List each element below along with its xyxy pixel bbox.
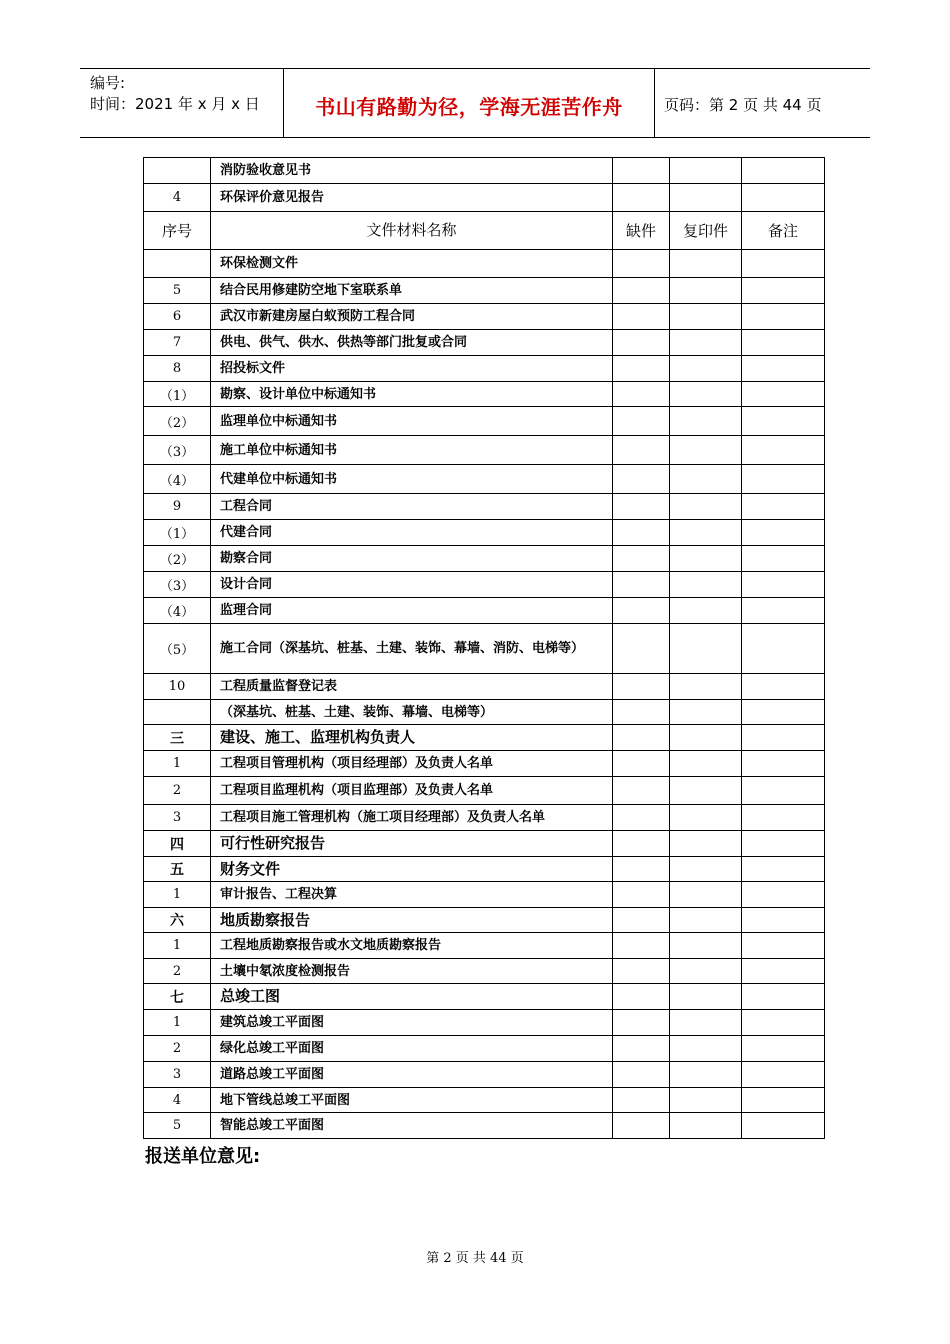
- row-number: 6: [144, 304, 211, 330]
- copy-cell: [670, 777, 742, 805]
- copy-cell: [670, 831, 742, 857]
- row-number: （4）: [144, 465, 211, 494]
- remark-cell: [742, 1088, 825, 1113]
- table-row: [144, 700, 825, 725]
- table-row: [144, 1113, 825, 1139]
- missing-cell: [613, 984, 670, 1010]
- copy-cell: [670, 520, 742, 546]
- remark-cell: [742, 624, 825, 674]
- row-number: 5: [144, 1113, 211, 1139]
- page-number-footer: 第 2 页 共 44 页: [426, 1251, 524, 1266]
- copy-cell: [670, 1062, 742, 1088]
- col-header-copy: 复印件: [670, 212, 742, 250]
- section-row: [144, 857, 825, 882]
- table-row: [144, 304, 825, 330]
- row-number: （1）: [144, 382, 211, 407]
- section-row: [144, 984, 825, 1010]
- table-row: [144, 882, 825, 908]
- table-row: [144, 184, 825, 212]
- copy-cell: [670, 857, 742, 882]
- row-name: 消防验收意见书: [211, 158, 613, 184]
- remark-cell: [742, 857, 825, 882]
- row-name: 武汉市新建房屋白蚁预防工程合同: [211, 304, 613, 330]
- row-name: 地下管线总竣工平面图: [211, 1088, 613, 1113]
- col-header-remark: 备注: [742, 212, 825, 250]
- table-row: [144, 674, 825, 700]
- col-header-number: 序号: [144, 212, 211, 250]
- table-row: [144, 546, 825, 572]
- table-row: [144, 572, 825, 598]
- table-row: [144, 933, 825, 959]
- file-list-table: [143, 157, 825, 1139]
- remark-cell: [742, 725, 825, 751]
- copy-cell: [670, 959, 742, 984]
- table-row: [144, 520, 825, 546]
- remark-cell: [742, 465, 825, 494]
- row-name: 设计合同: [211, 572, 613, 598]
- remark-cell: [742, 959, 825, 984]
- row-name: 招投标文件: [211, 356, 613, 382]
- remark-cell: [742, 1113, 825, 1139]
- remark-cell: [742, 805, 825, 831]
- section-title: 财务文件: [211, 857, 613, 882]
- copy-cell: [670, 158, 742, 184]
- remark-cell: [742, 572, 825, 598]
- table-row: [144, 1010, 825, 1036]
- row-number: （3）: [144, 436, 211, 465]
- remark-cell: [742, 777, 825, 805]
- row-name: 勘察合同: [211, 546, 613, 572]
- missing-cell: [613, 1062, 670, 1088]
- missing-cell: [613, 546, 670, 572]
- table-row: [144, 465, 825, 494]
- copy-cell: [670, 436, 742, 465]
- row-name: 代建合同: [211, 520, 613, 546]
- remark-cell: [742, 407, 825, 436]
- row-number: （4）: [144, 598, 211, 624]
- row-name: 审计报告、工程决算: [211, 882, 613, 908]
- col-header-missing: 缺件: [613, 212, 670, 250]
- col-header-name: 文件材料名称: [211, 212, 613, 250]
- row-name: 土壤中氡浓度检测报告: [211, 959, 613, 984]
- row-number: 7: [144, 330, 211, 356]
- missing-cell: [613, 882, 670, 908]
- row-name: 道路总竣工平面图: [211, 1062, 613, 1088]
- missing-cell: [613, 1036, 670, 1062]
- table-row: [144, 1036, 825, 1062]
- row-number: （2）: [144, 546, 211, 572]
- row-number: 5: [144, 278, 211, 304]
- section-row: [144, 831, 825, 857]
- copy-cell: [670, 250, 742, 278]
- row-name: 环保评价意见报告: [211, 184, 613, 212]
- row-number: （2）: [144, 407, 211, 436]
- remark-cell: [742, 158, 825, 184]
- table-row: [144, 250, 825, 278]
- missing-cell: [613, 572, 670, 598]
- copy-cell: [670, 494, 742, 520]
- section-number: 六: [144, 908, 211, 933]
- table-row: [144, 805, 825, 831]
- remark-cell: [742, 882, 825, 908]
- row-number: [144, 158, 211, 184]
- table-row: [144, 777, 825, 805]
- remark-cell: [742, 700, 825, 725]
- row-number: 8: [144, 356, 211, 382]
- copy-cell: [670, 546, 742, 572]
- row-number: （1）: [144, 520, 211, 546]
- remark-cell: [742, 546, 825, 572]
- table-row: [144, 1062, 825, 1088]
- table-row: [144, 751, 825, 777]
- copy-cell: [670, 700, 742, 725]
- missing-cell: [613, 777, 670, 805]
- column-header-row: [144, 212, 825, 250]
- remark-cell: [742, 436, 825, 465]
- remark-cell: [742, 250, 825, 278]
- row-name: 工程项目管理机构（项目经理部）及负责人名单: [211, 751, 613, 777]
- section-number: 三: [144, 725, 211, 751]
- missing-cell: [613, 330, 670, 356]
- row-name: 施工单位中标通知书: [211, 436, 613, 465]
- missing-cell: [613, 674, 670, 700]
- row-number: 1: [144, 882, 211, 908]
- row-number: 2: [144, 959, 211, 984]
- row-name: （深基坑、桩基、土建、装饰、幕墙、电梯等）: [211, 700, 613, 725]
- remark-cell: [742, 1036, 825, 1062]
- section-row: [144, 725, 825, 751]
- copy-cell: [670, 984, 742, 1010]
- missing-cell: [613, 1010, 670, 1036]
- missing-cell: [613, 700, 670, 725]
- row-number: 2: [144, 777, 211, 805]
- row-number: 10: [144, 674, 211, 700]
- missing-cell: [613, 494, 670, 520]
- missing-cell: [613, 382, 670, 407]
- number-label: 编号:: [90, 74, 126, 92]
- missing-cell: [613, 805, 670, 831]
- row-name: 工程质量监督登记表: [211, 674, 613, 700]
- copy-cell: [670, 304, 742, 330]
- remark-cell: [742, 1010, 825, 1036]
- row-name: 工程项目施工管理机构（施工项目经理部）及负责人名单: [211, 805, 613, 831]
- row-name: 工程项目监理机构（项目监理部）及负责人名单: [211, 777, 613, 805]
- copy-cell: [670, 465, 742, 494]
- missing-cell: [613, 465, 670, 494]
- copy-cell: [670, 330, 742, 356]
- copy-cell: [670, 751, 742, 777]
- remark-cell: [742, 598, 825, 624]
- missing-cell: [613, 959, 670, 984]
- table-row: [144, 959, 825, 984]
- header-motto: 书山有路勤为径，学海无涯苦作舟: [315, 95, 623, 119]
- table-row: [144, 1088, 825, 1113]
- remark-cell: [742, 494, 825, 520]
- table-row: [144, 158, 825, 184]
- row-name: 建筑总竣工平面图: [211, 1010, 613, 1036]
- remark-cell: [742, 908, 825, 933]
- missing-cell: [613, 1088, 670, 1113]
- section-title: 可行性研究报告: [211, 831, 613, 857]
- table-row: [144, 356, 825, 382]
- row-name: 工程合同: [211, 494, 613, 520]
- section-number: 四: [144, 831, 211, 857]
- missing-cell: [613, 751, 670, 777]
- row-number: 4: [144, 1088, 211, 1113]
- missing-cell: [613, 857, 670, 882]
- copy-cell: [670, 882, 742, 908]
- missing-cell: [613, 598, 670, 624]
- copy-cell: [670, 674, 742, 700]
- row-name: 结合民用修建防空地下室联系单: [211, 278, 613, 304]
- table-row: [144, 436, 825, 465]
- copy-cell: [670, 933, 742, 959]
- time-label: 时间：2021 年 x 月 x 日: [90, 95, 260, 113]
- section-title: 地质勘察报告: [211, 908, 613, 933]
- row-number: 1: [144, 933, 211, 959]
- missing-cell: [613, 725, 670, 751]
- row-name: 代建单位中标通知书: [211, 465, 613, 494]
- row-name: 监理单位中标通知书: [211, 407, 613, 436]
- copy-cell: [670, 407, 742, 436]
- missing-cell: [613, 908, 670, 933]
- row-name: 施工合同（深基坑、桩基、土建、装饰、幕墙、消防、电梯等）: [211, 624, 613, 674]
- missing-cell: [613, 184, 670, 212]
- copy-cell: [670, 1088, 742, 1113]
- missing-cell: [613, 158, 670, 184]
- copy-cell: [670, 598, 742, 624]
- copy-cell: [670, 1113, 742, 1139]
- remark-cell: [742, 330, 825, 356]
- row-name: 监理合同: [211, 598, 613, 624]
- remark-cell: [742, 278, 825, 304]
- copy-cell: [670, 184, 742, 212]
- copy-cell: [670, 624, 742, 674]
- missing-cell: [613, 278, 670, 304]
- remark-cell: [742, 520, 825, 546]
- table-row: [144, 382, 825, 407]
- row-name: 环保检测文件: [211, 250, 613, 278]
- submit-opinion-label: 报送单位意见:: [145, 1146, 261, 1167]
- remark-cell: [742, 933, 825, 959]
- header-page-label: 页码：第 2 页 共 44 页: [664, 96, 822, 114]
- copy-cell: [670, 1036, 742, 1062]
- row-number: 9: [144, 494, 211, 520]
- remark-cell: [742, 304, 825, 330]
- row-number: 2: [144, 1036, 211, 1062]
- table-row: [144, 278, 825, 304]
- missing-cell: [613, 520, 670, 546]
- row-name: 绿化总竣工平面图: [211, 1036, 613, 1062]
- row-number: [144, 700, 211, 725]
- missing-cell: [613, 933, 670, 959]
- remark-cell: [742, 751, 825, 777]
- remark-cell: [742, 356, 825, 382]
- missing-cell: [613, 407, 670, 436]
- row-name: 勘察、设计单位中标通知书: [211, 382, 613, 407]
- row-name: 工程地质勘察报告或水文地质勘察报告: [211, 933, 613, 959]
- section-number: 七: [144, 984, 211, 1010]
- section-number: 五: [144, 857, 211, 882]
- row-number: [144, 250, 211, 278]
- row-name: 智能总竣工平面图: [211, 1113, 613, 1139]
- row-number: 1: [144, 1010, 211, 1036]
- header-meta: [90, 73, 260, 115]
- section-title: 总竣工图: [211, 984, 613, 1010]
- copy-cell: [670, 725, 742, 751]
- remark-cell: [742, 831, 825, 857]
- missing-cell: [613, 436, 670, 465]
- document-header: [80, 68, 870, 138]
- missing-cell: [613, 624, 670, 674]
- row-number: （3）: [144, 572, 211, 598]
- missing-cell: [613, 831, 670, 857]
- copy-cell: [670, 1010, 742, 1036]
- copy-cell: [670, 382, 742, 407]
- missing-cell: [613, 250, 670, 278]
- copy-cell: [670, 278, 742, 304]
- table-row: [144, 598, 825, 624]
- missing-cell: [613, 304, 670, 330]
- remark-cell: [742, 184, 825, 212]
- row-name: 供电、供气、供水、供热等部门批复或合同: [211, 330, 613, 356]
- row-number: 4: [144, 184, 211, 212]
- remark-cell: [742, 382, 825, 407]
- table-row: [144, 330, 825, 356]
- row-number: 3: [144, 1062, 211, 1088]
- missing-cell: [613, 356, 670, 382]
- row-number: 1: [144, 751, 211, 777]
- remark-cell: [742, 1062, 825, 1088]
- row-number: （5）: [144, 624, 211, 674]
- copy-cell: [670, 805, 742, 831]
- copy-cell: [670, 908, 742, 933]
- copy-cell: [670, 356, 742, 382]
- header-divider: [654, 69, 655, 137]
- section-title: 建设、施工、监理机构负责人: [211, 725, 613, 751]
- section-row: [144, 908, 825, 933]
- row-number: 3: [144, 805, 211, 831]
- table-row: [144, 494, 825, 520]
- missing-cell: [613, 1113, 670, 1139]
- remark-cell: [742, 984, 825, 1010]
- copy-cell: [670, 572, 742, 598]
- table-row: [144, 407, 825, 436]
- remark-cell: [742, 674, 825, 700]
- table-row: [144, 624, 825, 674]
